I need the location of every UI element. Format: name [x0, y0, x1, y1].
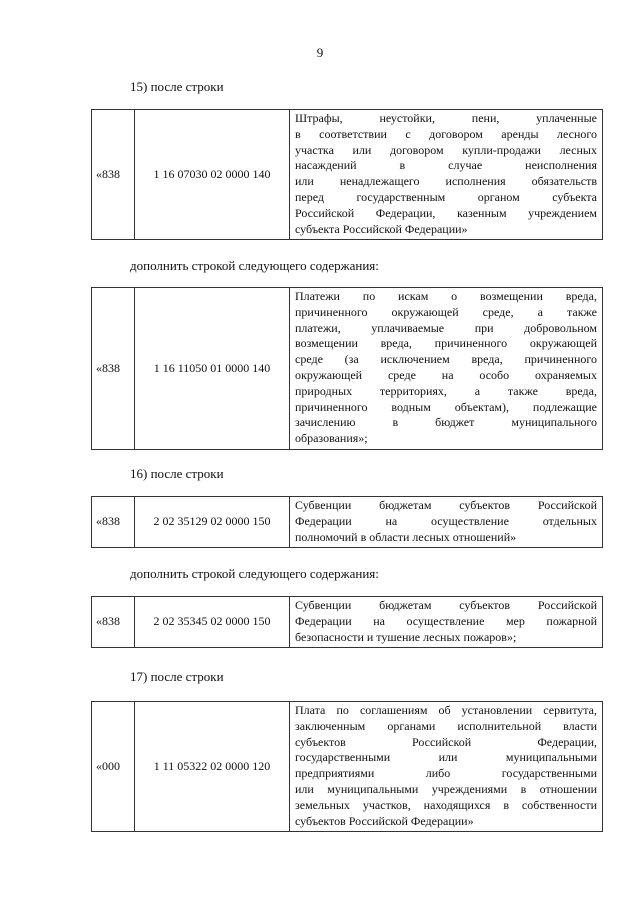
description-line: безопасности и тушение лесных пожаров»; — [295, 629, 517, 644]
instruction-15: 15) после строки — [130, 79, 224, 94]
description-line: причиненного окружающей среде, а также — [295, 304, 597, 319]
description-line: земельных участков, находящихся в собственности — [295, 797, 597, 812]
kbk-code: 2 02 35129 02 0000 150 — [135, 497, 290, 548]
description-line: заключенным органами исполнительной власти — [295, 718, 597, 733]
description-line: Субвенции бюджетам субъектов Российской — [295, 498, 597, 512]
page-number: 9 — [316, 45, 324, 60]
description-line: в соответствии с договором аренды лесного — [295, 126, 597, 141]
description-line: субъектов Российской Федерации, — [295, 734, 597, 749]
description-line: Федерации на осуществление отдельных — [295, 513, 597, 528]
description-line: Штрафы, неустойки, пени, уплаченные — [295, 111, 597, 125]
kbk-code: 1 16 11050 01 0000 140 — [135, 288, 290, 450]
admin-code: «838 — [92, 110, 135, 240]
income-description — [290, 497, 603, 548]
description-line: образования»; — [295, 431, 368, 446]
description-line: возмещении вреда, причиненного окружающей — [295, 336, 597, 351]
budget-row-4 — [91, 596, 603, 648]
income-description — [290, 702, 603, 832]
description-line: перед государственным органом субъекта — [295, 189, 597, 204]
income-description — [290, 288, 603, 450]
description-line: участка или договором купли-продажи лесных — [295, 142, 597, 157]
description-line: субъектов Российской Федерации» — [295, 813, 474, 828]
description-line: причиненного водным объектам), подлежащие — [295, 399, 597, 414]
description-line: окружающей среде на особо охраняемых — [295, 367, 597, 382]
description-line: Субвенции бюджетам субъектов Российской — [295, 598, 597, 612]
admin-code: «000 — [92, 702, 135, 832]
admin-code: «838 — [92, 497, 135, 548]
instruction-16: 16) после строки — [130, 466, 224, 481]
description-line: или муниципальными учреждениями в отношении — [295, 781, 597, 796]
income-description — [290, 110, 603, 240]
description-line: платежи, уплачиваемые при добровольном — [295, 320, 597, 335]
income-description — [290, 597, 603, 648]
description-line: Российской Федерации, казенным учреждением — [295, 205, 597, 220]
description-line: природных территориях, а также вреда, — [295, 383, 597, 398]
instruction-add-2: дополнить строкой следующего содержания: — [130, 566, 379, 581]
description-line: государственными или муниципальными — [295, 750, 597, 765]
description-line: среде (за исключением вреда, причиненного — [295, 352, 597, 367]
description-line: предприятиями либо государственными — [295, 766, 597, 781]
admin-code: «838 — [92, 597, 135, 648]
description-line: субъекта Российской Федерации» — [295, 221, 468, 236]
description-line: или ненадлежащего исполнения обязательств — [295, 174, 597, 189]
description-line: Плата по соглашениям об установлении сервитута, — [295, 703, 597, 717]
description-line: Платежи по искам о возмещении вреда, — [295, 289, 597, 303]
kbk-code: 1 11 05322 02 0000 120 — [135, 702, 290, 832]
budget-row-1 — [91, 109, 603, 240]
kbk-code: 2 02 35345 02 0000 150 — [135, 597, 290, 648]
kbk-code: 1 16 07030 02 0000 140 — [135, 110, 290, 240]
instruction-add-1: дополнить строкой следующего содержания: — [130, 258, 379, 273]
description-line: Федерации на осуществление мер пожарной — [295, 613, 597, 628]
description-line: насаждений в случае неисполнения — [295, 158, 597, 173]
budget-row-3 — [91, 496, 603, 548]
instruction-17: 17) после строки — [130, 669, 224, 684]
budget-row-2 — [91, 287, 603, 450]
admin-code: «838 — [92, 288, 135, 450]
budget-row-5 — [91, 701, 603, 832]
description-line: зачислению в бюджет муниципального — [295, 415, 597, 430]
description-line: полномочий в области лесных отношений» — [295, 529, 517, 544]
